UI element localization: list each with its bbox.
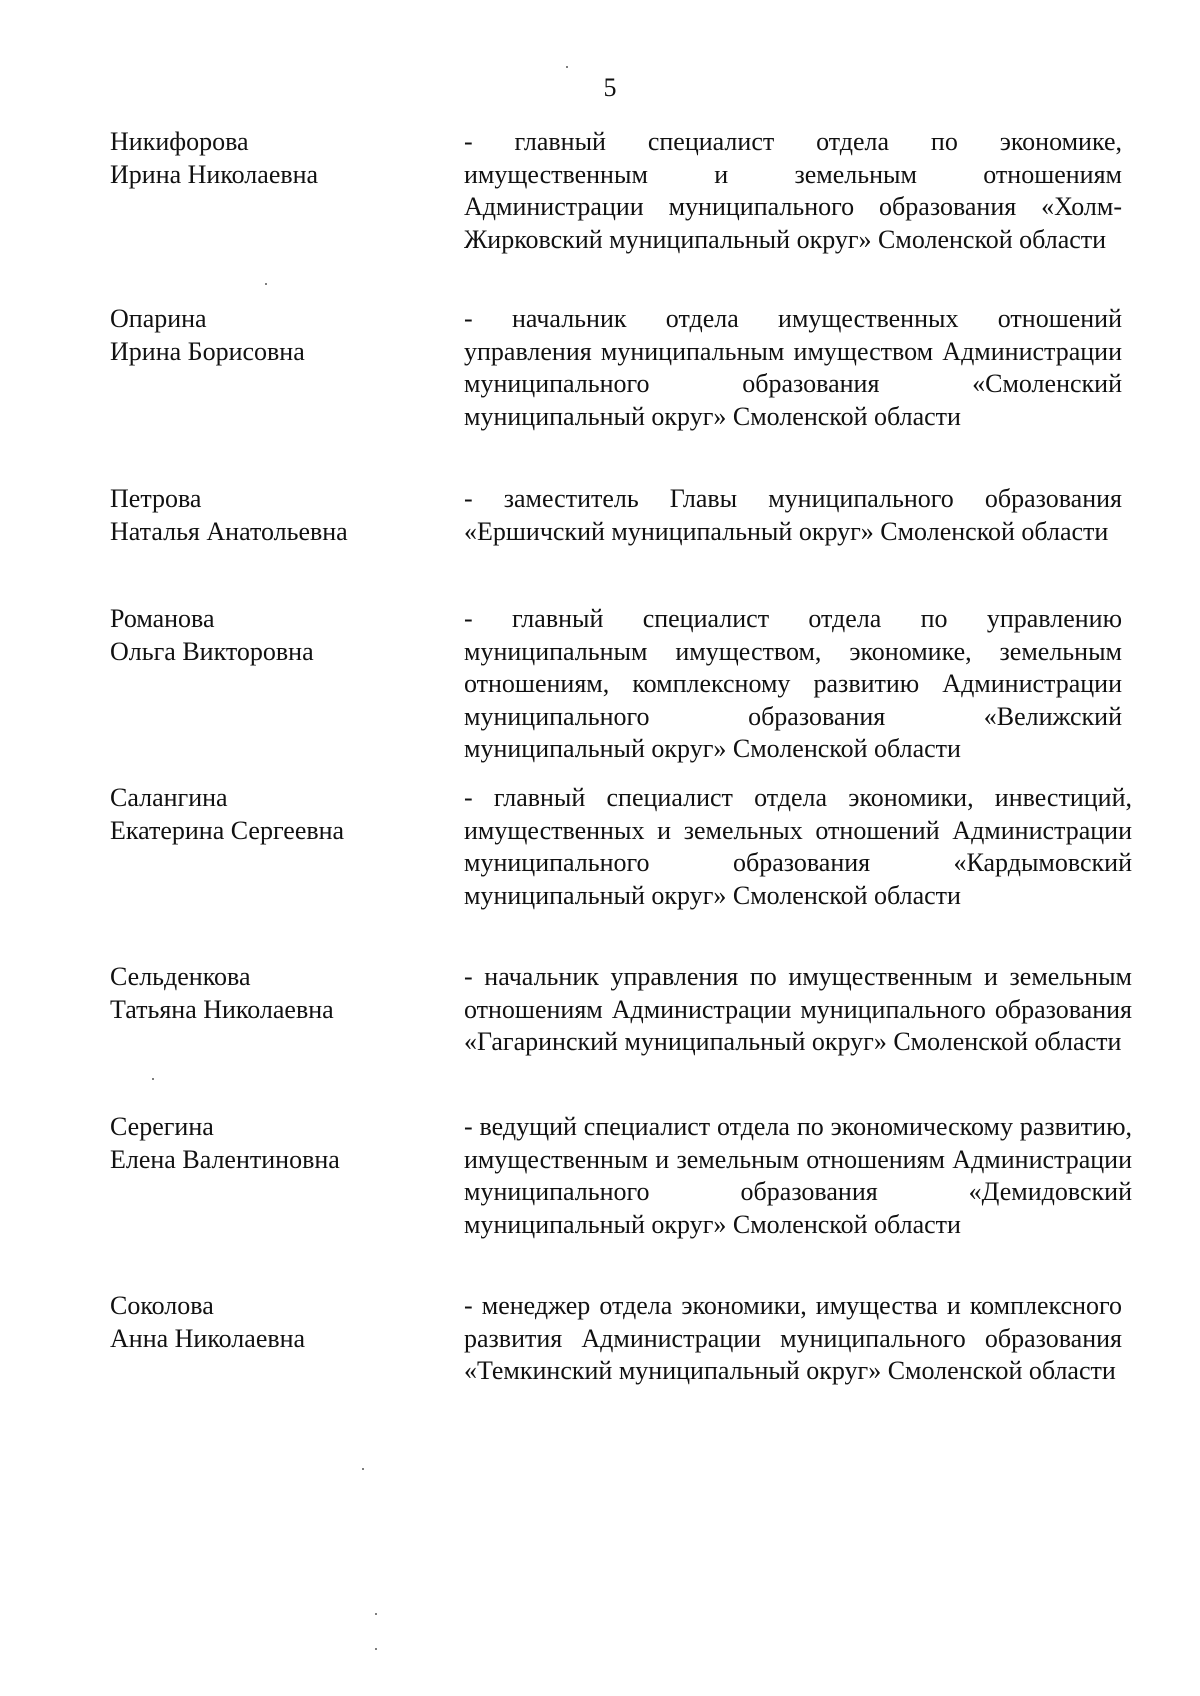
scan-speck [375, 1648, 377, 1650]
person-given-names: Ирина Борисовна [110, 336, 305, 366]
person-name [110, 1111, 440, 1176]
person-surname: Петрова [110, 484, 202, 513]
person-name [110, 126, 440, 191]
scan-speck [362, 1468, 364, 1470]
person-position: - главный специалист отдела экономики, инвестиций, имущественных и земельных отношений Администрации муниципального образования «Кардымовский муниципальный округ» Смоленской области [464, 783, 1132, 910]
person-given-names: Елена Валентиновна [110, 1144, 340, 1174]
person-position: - начальник отдела имущественных отношений управления муниципальным имуществом Администрации муниципального образования «Смоленский муниципальный округ» Смоленской области [464, 304, 1122, 431]
person-position: - заместитель Главы муниципального образования «Ершичский муниципальный округ» Смоленской области [464, 484, 1122, 546]
person-position: - менеджер отдела экономики, имущества и комплексного развития Администрации муниципального образования «Темкинский муниципальный округ» Смоленской области [464, 1291, 1122, 1385]
person-given-names: Ольга Викторовна [110, 636, 314, 666]
person-given-names: Екатерина Сергеевна [110, 815, 345, 845]
person-position: - главный специалист отдела по управлению муниципальным имуществом, экономике, земельным отношениям, комплексному развитию Администрации муниципального образования «Велижский муниципальный округ» Смоленской области [464, 604, 1122, 763]
person-surname: Соколова [110, 1291, 214, 1320]
person-name [110, 603, 440, 668]
scan-speck [566, 66, 568, 68]
person-name [110, 961, 440, 1026]
person-position: - начальник управления по имущественным и земельным отношениям Администрации муниципального образования «Гагаринский муниципальный округ» Смоленской области [464, 962, 1132, 1056]
person-name [110, 483, 440, 548]
person-name [110, 782, 440, 847]
person-position: - главный специалист отдела по экономике, имущественным и земельным отношениям Администрации муниципального образования «Холм-Жирковский муниципальный округ» Смоленской области [464, 127, 1122, 254]
person-given-names: Татьяна Николаевна [110, 994, 334, 1024]
scan-speck [152, 1078, 154, 1080]
person-surname: Сельденкова [110, 962, 251, 991]
person-given-names: Анна Николаевна [110, 1323, 306, 1353]
person-name [110, 303, 440, 368]
scan-speck [265, 283, 267, 285]
person-position: - ведущий специалист отдела по экономическому развитию, имущественным и земельным отношениям Администрации муниципального образования «Демидовский муниципальный округ» Смоленской области [464, 1112, 1132, 1239]
person-surname: Никифорова [110, 127, 249, 156]
person-surname: Романова [110, 604, 215, 633]
scan-speck [375, 1613, 377, 1615]
person-surname: Серегина [110, 1112, 214, 1141]
person-surname: Салангина [110, 783, 228, 812]
person-given-names: Ирина Николаевна [110, 159, 319, 189]
person-name [110, 1290, 440, 1355]
person-surname: Опарина [110, 304, 207, 333]
person-given-names: Наталья Анатольевна [110, 516, 348, 546]
page-number: 5 [603, 73, 617, 102]
